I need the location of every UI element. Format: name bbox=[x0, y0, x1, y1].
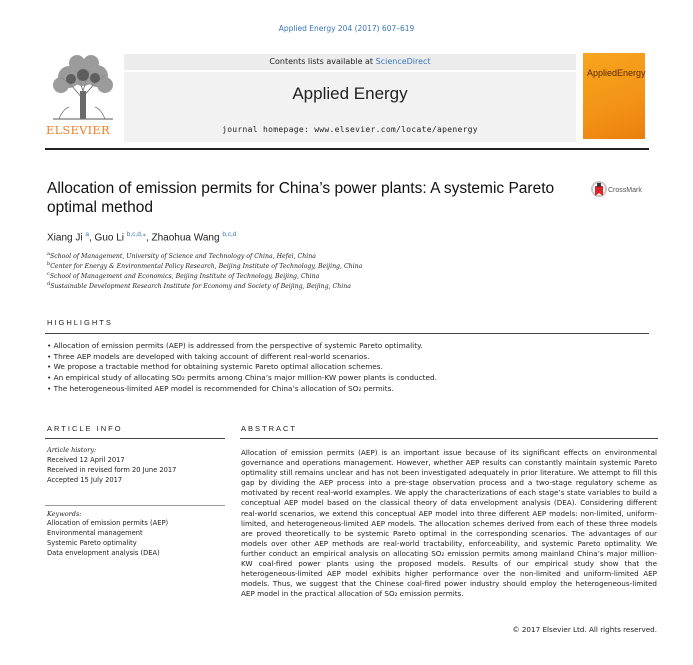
abstract-text: Allocation of emission permits (AEP) is an important issue because of its significant effects on environmental governance and operations management. However, whether AEP results can constantly maintain systemic Pareto optimality still remains unclear and has not been investigated adequately in prior literature. We attempt to fill this gap by dividing the AEP process into a pre-stage observation process and a two-stage regulatory scheme as motivated by recent real-world examples. We apply the characterizations of each stage’s state variables to build a conceptual AEP model based on the classical theory of data envelopment analysis (DEA). Considering different real-world scenarios, we extend this conceptual AEP model into three different AEP models: non-limited, uniform-limited, and heterogeneous-limited AEP models. The allocation schemes derived from each of these three models are proved theoretically to be systemic Pareto optimal in the corresponding scenarios. The advantages of our models over other AEP methods are real-world tractability, enforceability, and systemic Pareto optimality. We further conduct an empirical analysis on allocating SO₂ emission permits among mainland China’s major million-KW coal-fired power plants using the proposed models. Results of our empirical study show that the heterogeneous-limited AEP model exhibits higher performance over the non-limited and uniform-limited AEP models. Thus, we suggest that the Chinese coal-fired power industry should employ the heterogeneous-limited AEP model in the practical allocation of SO₂ emission permits. bbox=[241, 448, 657, 599]
journal-homepage bbox=[124, 125, 576, 134]
journal-title[interactable]: Applied Energy bbox=[292, 84, 408, 103]
history-entry: Received 12 April 2017 bbox=[47, 456, 125, 464]
affiliation: $^c$School of Management and Economics, Beijing Institute of Technology, Beijing, China bbox=[47, 271, 320, 281]
keyword[interactable]: Data envelopment analysis (DEA) bbox=[47, 549, 160, 557]
author-list: Xiang Ji $^a$, Guo Li $^{b,c,d,⁎}$, Zhaohua Wang $^{b,c,d}$ bbox=[47, 231, 237, 244]
header-divider bbox=[45, 148, 649, 150]
keyword[interactable]: Environmental management bbox=[47, 529, 143, 537]
author-name[interactable]: Xiang Ji bbox=[47, 232, 83, 244]
contents-line bbox=[124, 57, 576, 66]
list-item: • An empirical study of allocating SO₂ permits among China’s major million-KW power plants is conducted. bbox=[47, 373, 437, 383]
author-name[interactable]: Zhaohua Wang bbox=[151, 232, 220, 244]
affiliation: $^b$Center for Energy & Environmental Policy Research, Beijing Institute of Technology, Beijing, China bbox=[47, 261, 363, 271]
abstract-heading: ABSTRACT bbox=[241, 424, 298, 433]
abstract-divider bbox=[240, 438, 658, 439]
highlights-heading: HIGHLIGHTS bbox=[47, 318, 113, 327]
article-history-label: Article history: bbox=[47, 446, 97, 454]
history-entry: Accepted 15 July 2017 bbox=[47, 476, 123, 484]
crossmark-label[interactable]: CrossMark bbox=[608, 187, 642, 194]
article-title: Allocation of emission permits for China’s power plants: A systemic Pareto optimal method bbox=[47, 180, 555, 216]
highlights-divider bbox=[45, 333, 649, 334]
author-name[interactable]: Guo Li bbox=[94, 232, 125, 244]
list-item: • Allocation of emission permits (AEP) is addressed from the perspective of systemic Pareto optimality. bbox=[47, 341, 423, 350]
cover-title: AppliedEnergy bbox=[587, 68, 646, 78]
list-item: • The heterogeneous-limited AEP model is recommended for China’s allocation of SO₂ permits. bbox=[47, 383, 394, 393]
homepage-prefix: journal homepage: bbox=[222, 125, 315, 134]
author-affiliation-marks[interactable]: a bbox=[85, 231, 89, 238]
list-item: • We propose a tractable method for obtaining systemic Pareto optimal allocation schemes. bbox=[47, 362, 383, 372]
keyword[interactable]: Allocation of emission permits (AEP) bbox=[47, 519, 169, 527]
crossmark-icon[interactable] bbox=[590, 180, 608, 202]
author-affiliation-marks[interactable]: b,c,d bbox=[222, 231, 237, 238]
sciencedirect-link[interactable]: ScienceDirect bbox=[375, 57, 431, 66]
homepage-link[interactable]: www.elsevier.com/locate/apenergy bbox=[314, 125, 478, 134]
keyword[interactable]: Systemic Pareto optimality bbox=[47, 539, 137, 547]
article-info-divider bbox=[45, 438, 225, 439]
journal-citation[interactable]: Applied Energy 204 (2017) 607–619 bbox=[278, 24, 415, 33]
journal-cover[interactable] bbox=[583, 53, 645, 139]
elsevier-wordmark[interactable]: ELSEVIER bbox=[46, 123, 110, 137]
article-info-heading: ARTICLE INFO bbox=[47, 424, 123, 433]
author-affiliation-marks[interactable]: b,c,d,⁎ bbox=[126, 231, 146, 238]
keywords-divider bbox=[45, 505, 225, 506]
list-item: • Three AEP models are developed with taking account of different real-world scenarios. bbox=[47, 351, 370, 361]
affiliation: $^d$Sustainable Development Research Institute for Economy and Society of Beijing, Beijing, China bbox=[47, 281, 351, 291]
keywords-label: Keywords: bbox=[47, 510, 82, 518]
affiliation: $^a$School of Management, University of Science and Technology of China, Hefei, China bbox=[47, 251, 316, 261]
copyright-notice: © 2017 Elsevier Ltd. All rights reserved. bbox=[512, 625, 657, 634]
highlights-list bbox=[47, 341, 647, 395]
contents-prefix: Contents lists available at bbox=[269, 57, 376, 66]
history-entry: Received in revised form 20 June 2017 bbox=[47, 466, 177, 474]
